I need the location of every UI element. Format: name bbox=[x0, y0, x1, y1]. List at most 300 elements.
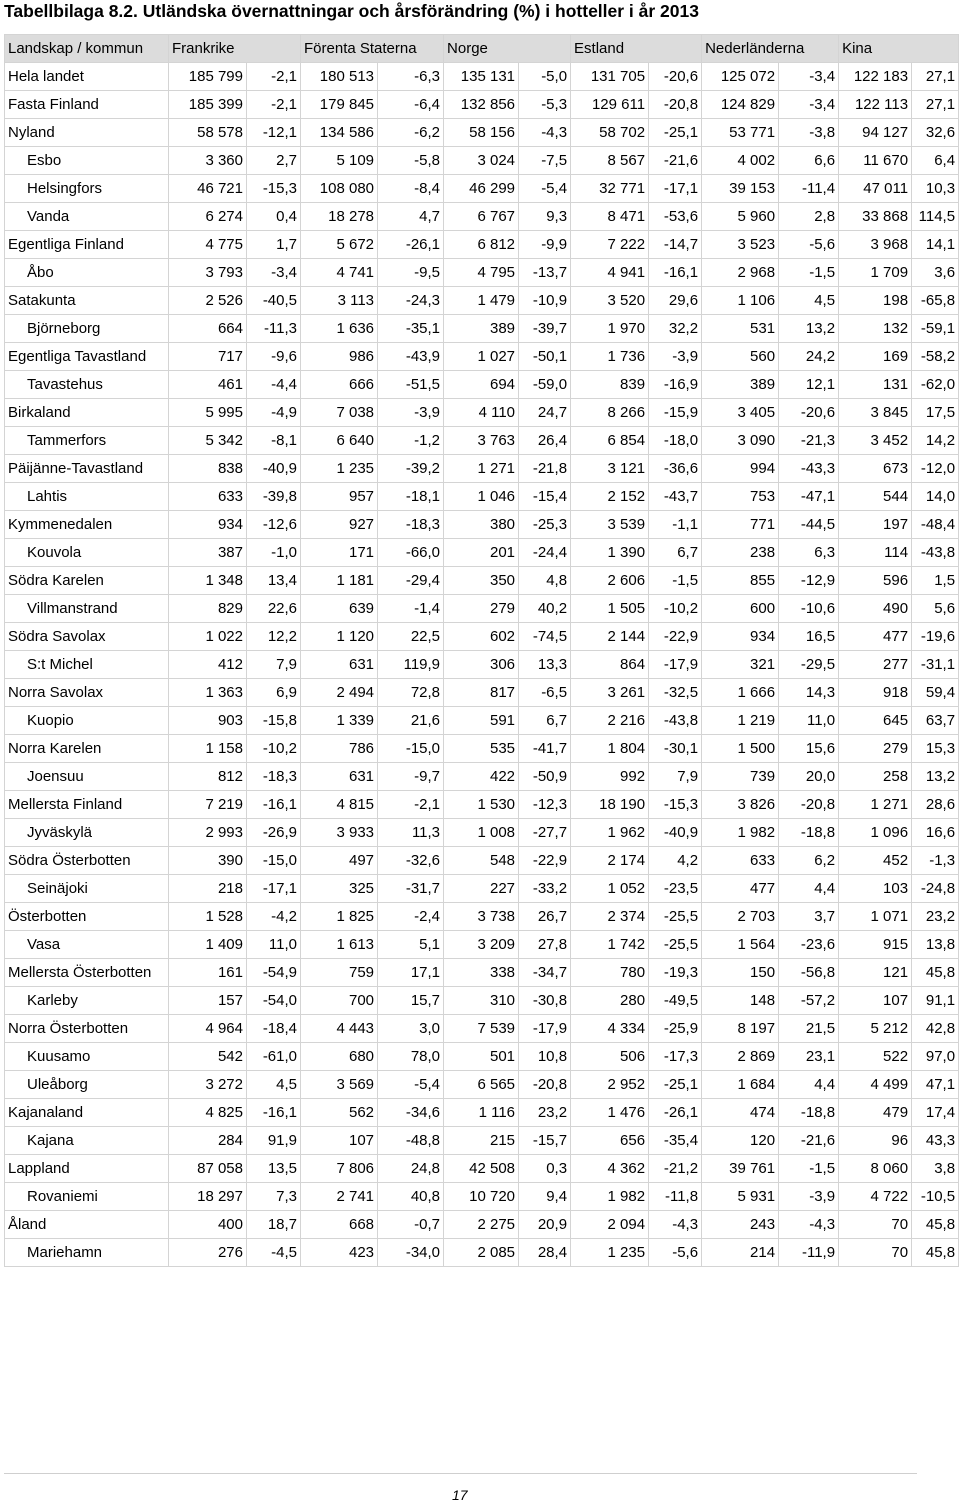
change-percent-cell: -22,9 bbox=[649, 623, 702, 651]
table-row bbox=[5, 903, 959, 931]
change-percent-cell: -18,8 bbox=[779, 819, 839, 847]
table-row bbox=[5, 847, 959, 875]
region-name-cell: Björneborg bbox=[5, 315, 169, 343]
overnight-count-cell: 1 181 bbox=[301, 567, 378, 595]
overnight-count-cell: 120 bbox=[702, 1127, 779, 1155]
change-percent-cell: -43,8 bbox=[649, 707, 702, 735]
change-percent-cell: -20,8 bbox=[779, 791, 839, 819]
region-name-cell: Österbotten bbox=[5, 903, 169, 931]
table-row bbox=[5, 175, 959, 203]
change-percent-cell: 28,4 bbox=[519, 1239, 571, 1267]
overnight-count-cell: 3 845 bbox=[839, 399, 912, 427]
table-row bbox=[5, 1155, 959, 1183]
region-name-cell: Kajana bbox=[5, 1127, 169, 1155]
change-percent-cell: -54,0 bbox=[247, 987, 301, 1015]
region-name-cell: Åland bbox=[5, 1211, 169, 1239]
overnight-count-cell: 1 564 bbox=[702, 931, 779, 959]
overnight-count-cell: 129 611 bbox=[571, 91, 649, 119]
overnight-count-cell: 1 613 bbox=[301, 931, 378, 959]
change-percent-cell: -29,5 bbox=[779, 651, 839, 679]
change-percent-cell: -6,3 bbox=[378, 63, 444, 91]
change-percent-cell: -10,2 bbox=[649, 595, 702, 623]
change-percent-cell: -50,9 bbox=[519, 763, 571, 791]
change-percent-cell: 32,2 bbox=[649, 315, 702, 343]
change-percent-cell: -16,1 bbox=[247, 1099, 301, 1127]
table-row bbox=[5, 147, 959, 175]
region-name-cell: Tavastehus bbox=[5, 371, 169, 399]
overnight-count-cell: 1 742 bbox=[571, 931, 649, 959]
overnight-count-cell: 46 299 bbox=[444, 175, 519, 203]
overnight-count-cell: 389 bbox=[702, 371, 779, 399]
change-percent-cell: -4,5 bbox=[247, 1239, 301, 1267]
change-percent-cell: -8,4 bbox=[378, 175, 444, 203]
overnight-count-cell: 1 804 bbox=[571, 735, 649, 763]
region-name-cell: Norra Karelen bbox=[5, 735, 169, 763]
change-percent-cell: 5,6 bbox=[912, 595, 959, 623]
change-percent-cell: 7,9 bbox=[247, 651, 301, 679]
change-percent-cell: -5,6 bbox=[649, 1239, 702, 1267]
change-percent-cell: -23,6 bbox=[779, 931, 839, 959]
overnight-count-cell: 350 bbox=[444, 567, 519, 595]
overnight-count-cell: 4 941 bbox=[571, 259, 649, 287]
overnight-count-cell: 135 131 bbox=[444, 63, 519, 91]
overnight-count-cell: 87 058 bbox=[169, 1155, 247, 1183]
overnight-count-cell: 46 721 bbox=[169, 175, 247, 203]
change-percent-cell: -1,0 bbox=[247, 539, 301, 567]
change-percent-cell: 17,1 bbox=[378, 959, 444, 987]
change-percent-cell: -18,1 bbox=[378, 483, 444, 511]
change-percent-cell: -25,5 bbox=[649, 903, 702, 931]
change-percent-cell: 13,2 bbox=[779, 315, 839, 343]
overnight-count-cell: 5 960 bbox=[702, 203, 779, 231]
change-percent-cell: -21,6 bbox=[779, 1127, 839, 1155]
change-percent-cell: 15,3 bbox=[912, 735, 959, 763]
overnight-count-cell: 3 113 bbox=[301, 287, 378, 315]
change-percent-cell: 6,7 bbox=[519, 707, 571, 735]
overnight-count-cell: 1 476 bbox=[571, 1099, 649, 1127]
change-percent-cell: -39,8 bbox=[247, 483, 301, 511]
change-percent-cell: -26,9 bbox=[247, 819, 301, 847]
change-percent-cell: 119,9 bbox=[378, 651, 444, 679]
change-percent-cell: -18,0 bbox=[649, 427, 702, 455]
overnight-count-cell: 506 bbox=[571, 1043, 649, 1071]
overnight-count-cell: 5 995 bbox=[169, 399, 247, 427]
change-percent-cell: -23,5 bbox=[649, 875, 702, 903]
overnight-count-cell: 903 bbox=[169, 707, 247, 735]
table-row bbox=[5, 679, 959, 707]
overnight-count-cell: 10 720 bbox=[444, 1183, 519, 1211]
overnight-count-cell: 5 672 bbox=[301, 231, 378, 259]
change-percent-cell: 4,4 bbox=[779, 875, 839, 903]
overnight-count-cell: 1 348 bbox=[169, 567, 247, 595]
change-percent-cell: -17,1 bbox=[247, 875, 301, 903]
change-percent-cell: -40,9 bbox=[247, 455, 301, 483]
change-percent-cell: -20,6 bbox=[649, 63, 702, 91]
table-row bbox=[5, 987, 959, 1015]
overnight-count-cell: 400 bbox=[169, 1211, 247, 1239]
col-header-nederlanderna: Nederländerna bbox=[702, 35, 839, 63]
change-percent-cell: -48,8 bbox=[378, 1127, 444, 1155]
change-percent-cell: -51,5 bbox=[378, 371, 444, 399]
change-percent-cell: 26,4 bbox=[519, 427, 571, 455]
change-percent-cell: 1,7 bbox=[247, 231, 301, 259]
change-percent-cell: -21,6 bbox=[649, 147, 702, 175]
change-percent-cell: -2,1 bbox=[378, 791, 444, 819]
overnight-count-cell: 1 116 bbox=[444, 1099, 519, 1127]
overnight-count-cell: 107 bbox=[839, 987, 912, 1015]
table-row bbox=[5, 595, 959, 623]
overnight-count-cell: 171 bbox=[301, 539, 378, 567]
overnight-count-cell: 934 bbox=[169, 511, 247, 539]
overnight-count-cell: 70 bbox=[839, 1239, 912, 1267]
overnight-count-cell: 380 bbox=[444, 511, 519, 539]
change-percent-cell: -61,0 bbox=[247, 1043, 301, 1071]
overnight-count-cell: 542 bbox=[169, 1043, 247, 1071]
change-percent-cell: -59,1 bbox=[912, 315, 959, 343]
overnight-count-cell: 150 bbox=[702, 959, 779, 987]
overnight-count-cell: 1 071 bbox=[839, 903, 912, 931]
overnight-count-cell: 53 771 bbox=[702, 119, 779, 147]
change-percent-cell: 15,7 bbox=[378, 987, 444, 1015]
change-percent-cell: 27,1 bbox=[912, 63, 959, 91]
change-percent-cell: 9,4 bbox=[519, 1183, 571, 1211]
change-percent-cell: -62,0 bbox=[912, 371, 959, 399]
table-row bbox=[5, 1183, 959, 1211]
change-percent-cell: -30,8 bbox=[519, 987, 571, 1015]
overnight-count-cell: 1 982 bbox=[702, 819, 779, 847]
col-header-region: Landskap / kommun bbox=[5, 35, 169, 63]
region-name-cell: Hela landet bbox=[5, 63, 169, 91]
overnight-count-cell: 602 bbox=[444, 623, 519, 651]
change-percent-cell: 13,5 bbox=[247, 1155, 301, 1183]
region-name-cell: Birkaland bbox=[5, 399, 169, 427]
region-name-cell: Lahtis bbox=[5, 483, 169, 511]
change-percent-cell: 17,4 bbox=[912, 1099, 959, 1127]
overnight-count-cell: 915 bbox=[839, 931, 912, 959]
change-percent-cell: -15,8 bbox=[247, 707, 301, 735]
change-percent-cell: -16,1 bbox=[649, 259, 702, 287]
change-percent-cell: 97,0 bbox=[912, 1043, 959, 1071]
overnight-count-cell: 474 bbox=[702, 1099, 779, 1127]
overnight-count-cell: 306 bbox=[444, 651, 519, 679]
change-percent-cell: -18,3 bbox=[247, 763, 301, 791]
overnight-count-cell: 2 703 bbox=[702, 903, 779, 931]
overnight-count-cell: 600 bbox=[702, 595, 779, 623]
overnight-count-cell: 124 829 bbox=[702, 91, 779, 119]
overnight-count-cell: 591 bbox=[444, 707, 519, 735]
col-header-kina: Kina bbox=[839, 35, 959, 63]
overnight-count-cell: 596 bbox=[839, 567, 912, 595]
region-name-cell: Vasa bbox=[5, 931, 169, 959]
change-percent-cell: -50,1 bbox=[519, 343, 571, 371]
table-row bbox=[5, 91, 959, 119]
overnight-count-cell: 7 219 bbox=[169, 791, 247, 819]
overnight-count-cell: 864 bbox=[571, 651, 649, 679]
change-percent-cell: -36,6 bbox=[649, 455, 702, 483]
change-percent-cell: 40,2 bbox=[519, 595, 571, 623]
change-percent-cell: -25,9 bbox=[649, 1015, 702, 1043]
overnight-count-cell: 1 271 bbox=[839, 791, 912, 819]
region-name-cell: Esbo bbox=[5, 147, 169, 175]
change-percent-cell: -58,2 bbox=[912, 343, 959, 371]
overnight-count-cell: 1 158 bbox=[169, 735, 247, 763]
change-percent-cell: -16,1 bbox=[247, 791, 301, 819]
change-percent-cell: -25,5 bbox=[649, 931, 702, 959]
overnight-count-cell: 8 197 bbox=[702, 1015, 779, 1043]
region-name-cell: Karleby bbox=[5, 987, 169, 1015]
overnight-count-cell: 280 bbox=[571, 987, 649, 1015]
overnight-count-cell: 277 bbox=[839, 651, 912, 679]
change-percent-cell: 4,2 bbox=[649, 847, 702, 875]
overnight-count-cell: 94 127 bbox=[839, 119, 912, 147]
change-percent-cell: 20,9 bbox=[519, 1211, 571, 1239]
overnight-count-cell: 2 174 bbox=[571, 847, 649, 875]
overnight-count-cell: 673 bbox=[839, 455, 912, 483]
overnight-count-cell: 5 109 bbox=[301, 147, 378, 175]
overnight-count-cell: 180 513 bbox=[301, 63, 378, 91]
overnight-count-cell: 1 736 bbox=[571, 343, 649, 371]
overnight-count-cell: 227 bbox=[444, 875, 519, 903]
region-name-cell: Fasta Finland bbox=[5, 91, 169, 119]
overnight-count-cell: 5 212 bbox=[839, 1015, 912, 1043]
change-percent-cell: 5,1 bbox=[378, 931, 444, 959]
overnight-count-cell: 1 982 bbox=[571, 1183, 649, 1211]
change-percent-cell: 12,2 bbox=[247, 623, 301, 651]
change-percent-cell: -29,4 bbox=[378, 567, 444, 595]
change-percent-cell: 13,3 bbox=[519, 651, 571, 679]
change-percent-cell: -10,6 bbox=[779, 595, 839, 623]
overnight-count-cell: 2 993 bbox=[169, 819, 247, 847]
overnight-count-cell: 668 bbox=[301, 1211, 378, 1239]
table-row bbox=[5, 203, 959, 231]
table-row bbox=[5, 483, 959, 511]
change-percent-cell: 4,5 bbox=[779, 287, 839, 315]
change-percent-cell: -32,6 bbox=[378, 847, 444, 875]
overnight-count-cell: 47 011 bbox=[839, 175, 912, 203]
change-percent-cell: -19,6 bbox=[912, 623, 959, 651]
change-percent-cell: -11,9 bbox=[779, 1239, 839, 1267]
overnight-count-cell: 1 120 bbox=[301, 623, 378, 651]
overnight-count-cell: 2 144 bbox=[571, 623, 649, 651]
change-percent-cell: 2,8 bbox=[779, 203, 839, 231]
change-percent-cell: -4,4 bbox=[247, 371, 301, 399]
change-percent-cell: -34,0 bbox=[378, 1239, 444, 1267]
change-percent-cell: 17,5 bbox=[912, 399, 959, 427]
table-row bbox=[5, 1071, 959, 1099]
overnight-count-cell: 461 bbox=[169, 371, 247, 399]
change-percent-cell: 4,5 bbox=[247, 1071, 301, 1099]
region-name-cell: Södra Savolax bbox=[5, 623, 169, 651]
change-percent-cell: -3,4 bbox=[779, 63, 839, 91]
overnight-count-cell: 1 271 bbox=[444, 455, 519, 483]
change-percent-cell: -53,6 bbox=[649, 203, 702, 231]
overnight-count-cell: 276 bbox=[169, 1239, 247, 1267]
change-percent-cell: -59,0 bbox=[519, 371, 571, 399]
overnight-count-cell: 132 bbox=[839, 315, 912, 343]
table-row bbox=[5, 259, 959, 287]
table-row bbox=[5, 735, 959, 763]
change-percent-cell: 6,4 bbox=[912, 147, 959, 175]
overnight-count-cell: 3 272 bbox=[169, 1071, 247, 1099]
change-percent-cell: -2,4 bbox=[378, 903, 444, 931]
overnight-count-cell: 215 bbox=[444, 1127, 519, 1155]
region-name-cell: S:t Michel bbox=[5, 651, 169, 679]
overnight-count-cell: 3 209 bbox=[444, 931, 519, 959]
change-percent-cell: 14,1 bbox=[912, 231, 959, 259]
overnight-count-cell: 8 060 bbox=[839, 1155, 912, 1183]
overnight-count-cell: 631 bbox=[301, 763, 378, 791]
change-percent-cell: 24,2 bbox=[779, 343, 839, 371]
data-table bbox=[4, 34, 959, 1267]
overnight-count-cell: 739 bbox=[702, 763, 779, 791]
overnight-count-cell: 6 565 bbox=[444, 1071, 519, 1099]
overnight-count-cell: 4 362 bbox=[571, 1155, 649, 1183]
change-percent-cell: 23,2 bbox=[519, 1099, 571, 1127]
change-percent-cell: 40,8 bbox=[378, 1183, 444, 1211]
col-header-forenta-staterna: Förenta Staterna bbox=[301, 35, 444, 63]
change-percent-cell: 14,3 bbox=[779, 679, 839, 707]
region-name-cell: Joensuu bbox=[5, 763, 169, 791]
change-percent-cell: -9,9 bbox=[519, 231, 571, 259]
change-percent-cell: -3,4 bbox=[779, 91, 839, 119]
change-percent-cell: -5,8 bbox=[378, 147, 444, 175]
change-percent-cell: 20,0 bbox=[779, 763, 839, 791]
change-percent-cell: 24,7 bbox=[519, 399, 571, 427]
change-percent-cell: -26,1 bbox=[649, 1099, 702, 1127]
change-percent-cell: -30,1 bbox=[649, 735, 702, 763]
overnight-count-cell: 131 bbox=[839, 371, 912, 399]
change-percent-cell: -43,3 bbox=[779, 455, 839, 483]
overnight-count-cell: 4 722 bbox=[839, 1183, 912, 1211]
change-percent-cell: -15,3 bbox=[247, 175, 301, 203]
change-percent-cell: -4,9 bbox=[247, 399, 301, 427]
table-row bbox=[5, 287, 959, 315]
overnight-count-cell: 134 586 bbox=[301, 119, 378, 147]
overnight-count-cell: 992 bbox=[571, 763, 649, 791]
change-percent-cell: -5,6 bbox=[779, 231, 839, 259]
overnight-count-cell: 42 508 bbox=[444, 1155, 519, 1183]
change-percent-cell: 6,3 bbox=[779, 539, 839, 567]
change-percent-cell: -17,9 bbox=[519, 1015, 571, 1043]
change-percent-cell: 14,0 bbox=[912, 483, 959, 511]
table-row bbox=[5, 343, 959, 371]
change-percent-cell: -49,5 bbox=[649, 987, 702, 1015]
overnight-count-cell: 2 952 bbox=[571, 1071, 649, 1099]
table-row bbox=[5, 371, 959, 399]
overnight-count-cell: 169 bbox=[839, 343, 912, 371]
region-name-cell: Kouvola bbox=[5, 539, 169, 567]
change-percent-cell: -1,3 bbox=[912, 847, 959, 875]
overnight-count-cell: 4 825 bbox=[169, 1099, 247, 1127]
change-percent-cell: 27,1 bbox=[912, 91, 959, 119]
overnight-count-cell: 3 968 bbox=[839, 231, 912, 259]
table-row bbox=[5, 623, 959, 651]
overnight-count-cell: 1 528 bbox=[169, 903, 247, 931]
overnight-count-cell: 1 962 bbox=[571, 819, 649, 847]
change-percent-cell: -21,8 bbox=[519, 455, 571, 483]
change-percent-cell: 16,6 bbox=[912, 819, 959, 847]
overnight-count-cell: 3 826 bbox=[702, 791, 779, 819]
table-row bbox=[5, 315, 959, 343]
change-percent-cell: -4,3 bbox=[779, 1211, 839, 1239]
overnight-count-cell: 4 795 bbox=[444, 259, 519, 287]
change-percent-cell: -35,1 bbox=[378, 315, 444, 343]
table-row bbox=[5, 511, 959, 539]
change-percent-cell: 0,3 bbox=[519, 1155, 571, 1183]
overnight-count-cell: 6 767 bbox=[444, 203, 519, 231]
change-percent-cell: -7,5 bbox=[519, 147, 571, 175]
overnight-count-cell: 6 812 bbox=[444, 231, 519, 259]
overnight-count-cell: 2 216 bbox=[571, 707, 649, 735]
overnight-count-cell: 934 bbox=[702, 623, 779, 651]
overnight-count-cell: 132 856 bbox=[444, 91, 519, 119]
change-percent-cell: 27,8 bbox=[519, 931, 571, 959]
change-percent-cell: -4,3 bbox=[519, 119, 571, 147]
overnight-count-cell: 631 bbox=[301, 651, 378, 679]
change-percent-cell: 59,4 bbox=[912, 679, 959, 707]
overnight-count-cell: 666 bbox=[301, 371, 378, 399]
region-name-cell: Kymmenedalen bbox=[5, 511, 169, 539]
overnight-count-cell: 4 443 bbox=[301, 1015, 378, 1043]
change-percent-cell: -34,7 bbox=[519, 959, 571, 987]
overnight-count-cell: 2 606 bbox=[571, 567, 649, 595]
change-percent-cell: 4,7 bbox=[378, 203, 444, 231]
change-percent-cell: 6,6 bbox=[779, 147, 839, 175]
change-percent-cell: -10,5 bbox=[912, 1183, 959, 1211]
table-row bbox=[5, 791, 959, 819]
region-name-cell: Vanda bbox=[5, 203, 169, 231]
overnight-count-cell: 2 968 bbox=[702, 259, 779, 287]
change-percent-cell: -25,1 bbox=[649, 1071, 702, 1099]
change-percent-cell: -12,6 bbox=[247, 511, 301, 539]
change-percent-cell: -15,9 bbox=[649, 399, 702, 427]
change-percent-cell: 45,8 bbox=[912, 1239, 959, 1267]
overnight-count-cell: 986 bbox=[301, 343, 378, 371]
overnight-count-cell: 680 bbox=[301, 1043, 378, 1071]
region-name-cell: Egentliga Finland bbox=[5, 231, 169, 259]
change-percent-cell: 6,2 bbox=[779, 847, 839, 875]
change-percent-cell: -47,1 bbox=[779, 483, 839, 511]
overnight-count-cell: 214 bbox=[702, 1239, 779, 1267]
change-percent-cell: -3,8 bbox=[779, 119, 839, 147]
overnight-count-cell: 4 964 bbox=[169, 1015, 247, 1043]
overnight-count-cell: 994 bbox=[702, 455, 779, 483]
change-percent-cell: 4,4 bbox=[779, 1071, 839, 1099]
region-name-cell: Villmanstrand bbox=[5, 595, 169, 623]
region-name-cell: Södra Österbotten bbox=[5, 847, 169, 875]
table-row bbox=[5, 931, 959, 959]
region-name-cell: Satakunta bbox=[5, 287, 169, 315]
overnight-count-cell: 238 bbox=[702, 539, 779, 567]
change-percent-cell: -17,3 bbox=[649, 1043, 702, 1071]
table-body bbox=[5, 63, 959, 1267]
change-percent-cell: -9,7 bbox=[378, 763, 444, 791]
overnight-count-cell: 39 153 bbox=[702, 175, 779, 203]
change-percent-cell: -15,3 bbox=[649, 791, 702, 819]
table-row bbox=[5, 1239, 959, 1267]
change-percent-cell: -66,0 bbox=[378, 539, 444, 567]
change-percent-cell: -40,9 bbox=[649, 819, 702, 847]
change-percent-cell: 26,7 bbox=[519, 903, 571, 931]
overnight-count-cell: 185 799 bbox=[169, 63, 247, 91]
change-percent-cell: -11,4 bbox=[779, 175, 839, 203]
overnight-count-cell: 39 761 bbox=[702, 1155, 779, 1183]
table-row bbox=[5, 875, 959, 903]
overnight-count-cell: 122 113 bbox=[839, 91, 912, 119]
page-number: 17 bbox=[452, 1487, 468, 1503]
overnight-count-cell: 148 bbox=[702, 987, 779, 1015]
change-percent-cell: 3,0 bbox=[378, 1015, 444, 1043]
